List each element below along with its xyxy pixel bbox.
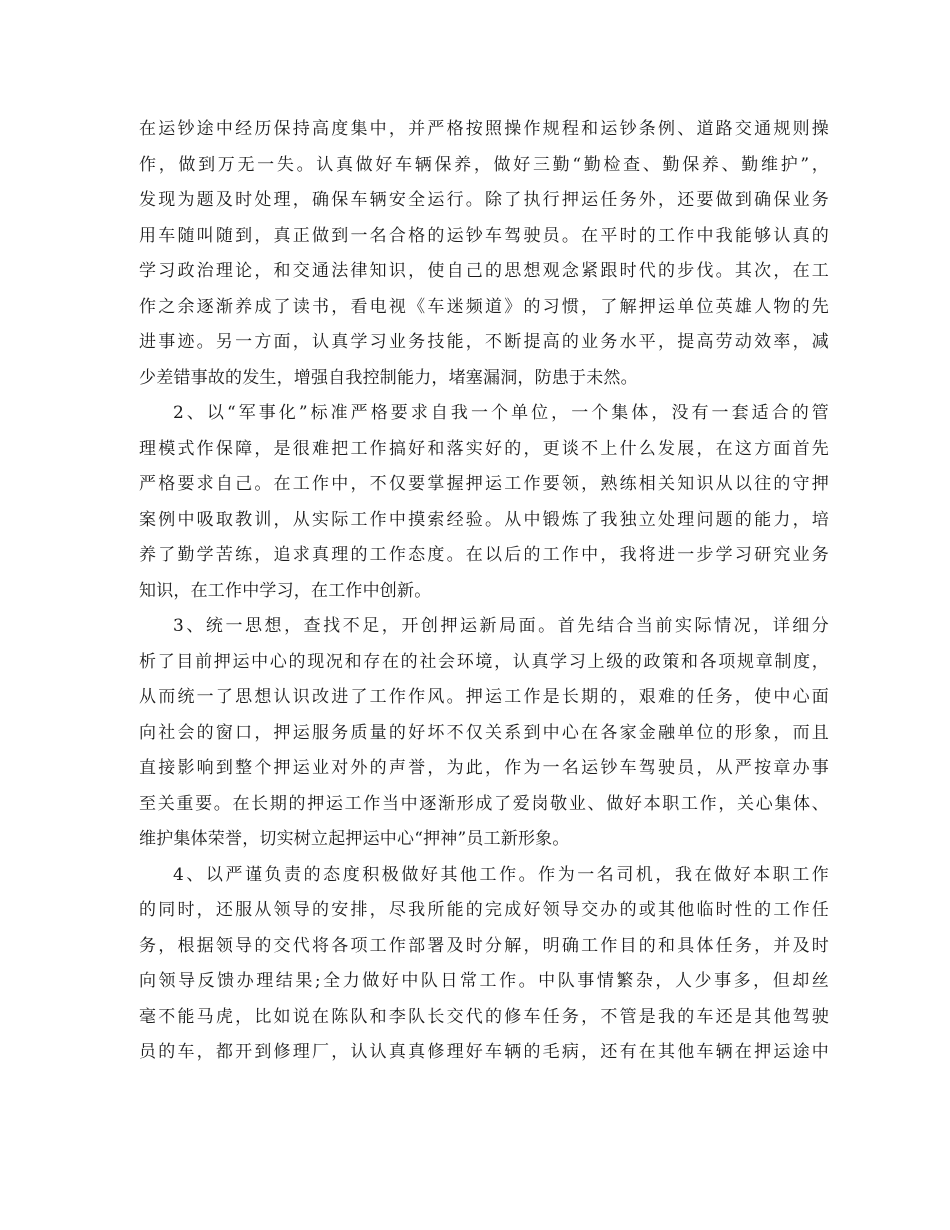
text-line: 至关重要。在长期的押运工作当中逐渐形成了爱岗敬业、做好本职工作，关心集体、 — [139, 793, 829, 814]
text-line: 少差错事故的发生，增强自我控制能力，堵塞漏洞，防患于未然。 — [139, 367, 638, 388]
text-line: 3、统一思想，查找不足，开创押运新局面。首先结合当前实际情况，详细分 — [173, 616, 829, 636]
text-line: 析了目前押运中心的现况和存在的社会环境，认真学习上级的政策和各项规章制度， — [139, 651, 829, 672]
text-line: 的同时，还服从领导的安排，尽我所能的完成好领导交办的或其他临时性的工作任 — [139, 900, 829, 920]
text-line: 员的车，都开到修理厂，认认真真修理好车辆的毛病，还有在其他车辆在押运途中 — [139, 1042, 829, 1062]
text-line: 4、以严谨负责的态度积极做好其他工作。作为一名司机，我在做好本职工作 — [173, 864, 829, 885]
text-line: 向领导反馈办理结果;全力做好中队日常工作。中队事情繁杂，人少事多，但却丝 — [139, 971, 829, 991]
text-line: 进事迹。另一方面，认真学习业务技能，不断提高的业务水平，提高劳动效率，减 — [139, 332, 829, 352]
text-line: 案例中吸取教训，从实际工作中摸索经验。从中锻炼了我独立处理问题的能力，培 — [139, 509, 829, 530]
text-line: 维护集体荣誉，切实树立起押运中心“押神”员工新形象。 — [139, 829, 570, 849]
text-line: 毫不能马虎，比如说在陈队和李队长交代的修车任务，不管是我的车还是其他驾驶 — [139, 1006, 829, 1027]
text-line: 理模式作保障，是很难把工作搞好和落实好的，更谈不上什么发展，在这方面首先 — [139, 438, 829, 459]
text-line: 务，根据领导的交代将各项工作部署及时分解，明确工作目的和具体任务，并及时 — [139, 935, 829, 956]
text-line: 作，做到万无一失。认真做好车辆保养，做好三勤“勤检查、勤保养、勤维护”， — [139, 154, 829, 175]
text-line: 直接影响到整个押运业对外的声誉，为此，作为一名运钞车驾驶员，从严按章办事 — [139, 758, 829, 778]
text-line: 向社会的窗口，押运服务质量的好坏不仅关系到中心在各家金融单位的形象，而且 — [139, 722, 829, 743]
text-line: 养了勤学苦练，追求真理的工作态度。在以后的工作中，我将进一步学习研究业务 — [139, 545, 829, 565]
text-line: 作之余逐渐养成了读书，看电视《车迷频道》的习惯，了解押运单位英雄人物的先 — [139, 296, 829, 317]
text-line: 从而统一了思想认识改进了工作作风。押运工作是长期的，艰难的任务，使中心面 — [139, 687, 829, 707]
text-line: 学习政治理论，和交通法律知识，使自己的思想观念紧跟时代的步伐。其次，在工 — [139, 261, 829, 281]
text-line: 用车随叫随到，真正做到一名合格的运钞车驾驶员。在平时的工作中我能够认真的 — [139, 225, 829, 246]
text-line: 在运钞途中经历保持高度集中，并严格按照操作规程和运钞条例、道路交通规则操 — [139, 119, 829, 139]
text-line: 严格要求自己。在工作中，不仅要掌握押运工作要领，熟练相关知识从以往的守押 — [139, 474, 829, 494]
text-line: 2、以“军事化”标准严格要求自我一个单位，一个集体，没有一套适合的管 — [173, 403, 829, 423]
text-line: 知识，在工作中学习，在工作中创新。 — [139, 580, 432, 601]
document-body — [139, 112, 829, 1071]
text-line: 发现为题及时处理，确保车辆安全运行。除了执行押运任务外，还要做到确保业务 — [139, 190, 829, 210]
